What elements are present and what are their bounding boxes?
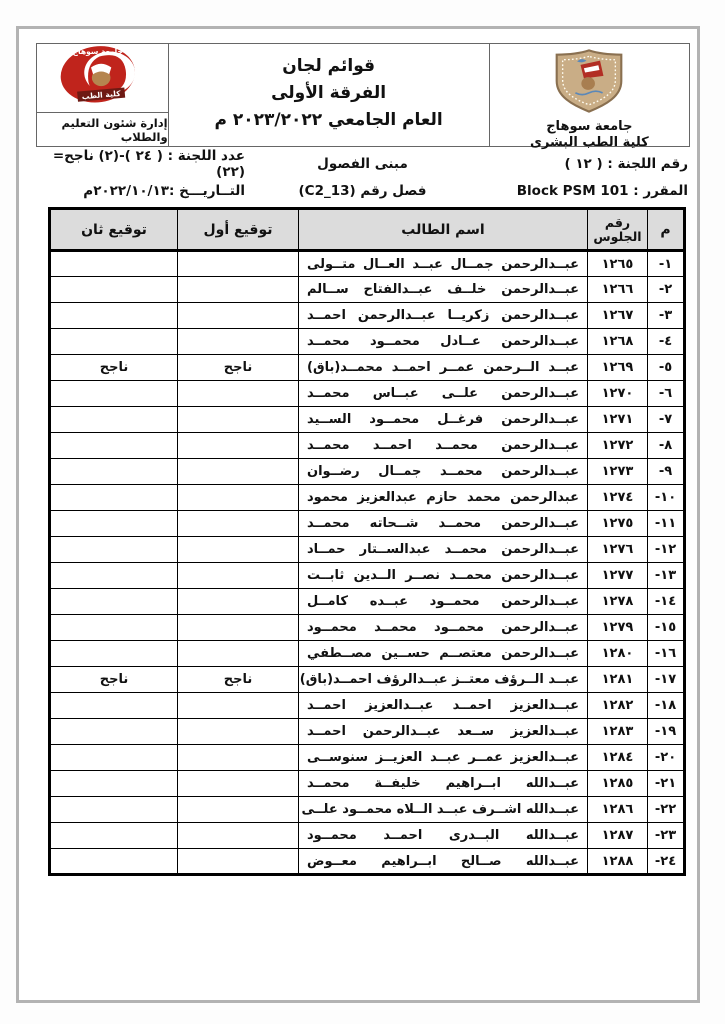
table-header-row — [50, 209, 685, 251]
committee-number: رقم اللجنة : ( ١٢ ) — [564, 155, 688, 172]
col-header-sign1: توقيع أول — [178, 209, 299, 251]
admin-department-label: إدارة شئون التعليم والطلاب — [61, 115, 168, 144]
doc-title-line2: الفرقة الأولى — [271, 83, 387, 103]
student-name: عبــدالله صــالح ابــراهيم معــوض — [299, 849, 588, 875]
second-signature: ناجح — [50, 355, 178, 381]
faculty-name: كلية الطب البشرى — [529, 135, 649, 150]
second-signature — [50, 797, 178, 823]
second-signature — [50, 771, 178, 797]
student-name: عبــدالرحمن جمــال عبــد العــال متــولى — [299, 251, 588, 277]
row-index: ١٩- — [648, 719, 685, 745]
row-index: ١٥- — [648, 615, 685, 641]
table-row — [50, 355, 685, 381]
student-name: عبــدالله البــدرى احمــد محمــود — [299, 823, 588, 849]
first-signature — [178, 537, 299, 563]
first-signature — [178, 485, 299, 511]
faculty-crescent-logo-box — [37, 44, 168, 113]
second-signature — [50, 745, 178, 771]
seat-number: ١٢٨٤ — [588, 745, 648, 771]
row-index: ٢٣- — [648, 823, 685, 849]
seat-number: ١٢٨٦ — [588, 797, 648, 823]
course-code: المقرر : Block PSM 101 — [516, 182, 688, 199]
first-signature — [178, 615, 299, 641]
student-name: عبــدالعزيز ســعد عبــدالرحمن احمــد — [299, 719, 588, 745]
medicine-crescent-logo-icon — [42, 43, 162, 113]
seat-number: ١٢٦٩ — [588, 355, 648, 381]
table-row — [50, 719, 685, 745]
table-row — [50, 849, 685, 875]
seat-number: ١٢٧٢ — [588, 433, 648, 459]
second-signature — [50, 693, 178, 719]
row-index: ١٣- — [648, 563, 685, 589]
first-signature — [178, 719, 299, 745]
university-header-cell — [489, 44, 689, 150]
row-index: ٢٠- — [648, 745, 685, 771]
seat-number: ١٢٧٣ — [588, 459, 648, 485]
student-name: عبــدالرحمن معتصــم حســين مصــطفي — [299, 641, 588, 667]
table-row — [50, 459, 685, 485]
seat-number: ١٢٦٨ — [588, 329, 648, 355]
col-header-sign2: توقيع ثان — [50, 209, 178, 251]
student-name: عبــدالرحمن فرغــل محمــود الســيد — [299, 407, 588, 433]
table-row — [50, 511, 685, 537]
second-signature — [50, 563, 178, 589]
student-name: عبــدالرحمن علــى عبــاس محمــد — [299, 381, 588, 407]
student-name: عبــدالرحمن محمــد احمــد محمــد — [299, 433, 588, 459]
student-name: عبــدالرحمن محمــد جمــال رضــوان — [299, 459, 588, 485]
seat-number: ١٢٦٦ — [588, 277, 648, 303]
seat-number: ١٢٨٠ — [588, 641, 648, 667]
student-name: عبــدالله ابــراهيم خليفــة محمــد — [299, 771, 588, 797]
second-signature: ناجح — [50, 667, 178, 693]
first-signature — [178, 745, 299, 771]
student-name: عبــدالرحمن خلــف عبــدالفتاح ســالم — [299, 277, 588, 303]
seat-number: ١٢٧١ — [588, 407, 648, 433]
first-signature: ناجح — [178, 667, 299, 693]
table-row — [50, 277, 685, 303]
table-row — [50, 589, 685, 615]
second-signature — [50, 537, 178, 563]
first-signature — [178, 641, 299, 667]
room-number: فصل رقم (C2_13) — [298, 182, 427, 199]
table-row — [50, 641, 685, 667]
student-name: عبــدالرحمن محمــود عبــده كامــل — [299, 589, 588, 615]
info-row-1 — [36, 147, 690, 180]
row-index: ١٨- — [648, 693, 685, 719]
first-signature — [178, 433, 299, 459]
document-header — [36, 43, 690, 150]
row-index: ٢٤- — [648, 849, 685, 875]
first-signature — [178, 277, 299, 303]
seat-number: ١٢٨٥ — [588, 771, 648, 797]
table-row — [50, 823, 685, 849]
first-signature — [178, 303, 299, 329]
row-index: ٩- — [648, 459, 685, 485]
student-name: عبــدالرحمن عــادل محمــود محمــد — [299, 329, 588, 355]
row-index: ٧- — [648, 407, 685, 433]
first-signature — [178, 589, 299, 615]
first-signature — [178, 849, 299, 875]
first-signature — [178, 511, 299, 537]
row-index: ٨- — [648, 433, 685, 459]
row-index: ١٧- — [648, 667, 685, 693]
first-signature — [178, 797, 299, 823]
row-index: ٥- — [648, 355, 685, 381]
table-row — [50, 303, 685, 329]
row-index: ١٢- — [648, 537, 685, 563]
first-signature: ناجح — [178, 355, 299, 381]
second-signature — [50, 641, 178, 667]
table-row — [50, 329, 685, 355]
student-name: عبــدالرحمن محمــود محمــد محمــود — [299, 615, 588, 641]
second-signature — [50, 277, 178, 303]
seat-number: ١٢٧٠ — [588, 381, 648, 407]
student-name: عبــدالرحمن محمــد شــحاته محمــد — [299, 511, 588, 537]
title-cell — [168, 44, 489, 146]
second-signature — [50, 849, 178, 875]
seat-number: ١٢٨٢ — [588, 693, 648, 719]
col-header-seat: رقم الجلوس — [588, 209, 648, 251]
row-index: ٤- — [648, 329, 685, 355]
seat-number: ١٢٧٤ — [588, 485, 648, 511]
exam-date: التــاريـــخ :٢٠٢٢/١٠/١٣م — [83, 182, 245, 199]
first-signature — [178, 563, 299, 589]
seat-number: ١٢٨٣ — [588, 719, 648, 745]
committee-roster-table — [48, 207, 686, 876]
col-header-index: م — [648, 209, 685, 251]
seat-number: ١٢٧٧ — [588, 563, 648, 589]
committee-info — [36, 147, 690, 204]
seat-number: ١٢٨١ — [588, 667, 648, 693]
row-index: ١- — [648, 251, 685, 277]
doc-title-line1: قوائم لجان — [282, 56, 375, 76]
admin-cell — [37, 44, 168, 146]
second-signature — [50, 251, 178, 277]
student-name: عبــدالله اشــرف عبــد الــلاه محمــود علــى — [299, 797, 588, 823]
row-index: ٢١- — [648, 771, 685, 797]
first-signature — [178, 251, 299, 277]
seat-number: ١٢٧٦ — [588, 537, 648, 563]
committee-count: عدد اللجنة : ( ٢٤ )-(٢) ناجح=(٢٢) — [52, 147, 245, 180]
student-name: عبــدالعزيز عمــر عبــد العزيــز سنوســى — [299, 745, 588, 771]
second-signature — [50, 615, 178, 641]
second-signature — [50, 511, 178, 537]
table-row — [50, 797, 685, 823]
table-row — [50, 537, 685, 563]
info-row-2 — [36, 177, 690, 204]
student-name: عبــد الــرؤف معتــز عبــدالرؤف احمــد(باق) — [299, 667, 588, 693]
seat-number: ١٢٨٧ — [588, 823, 648, 849]
table-row — [50, 485, 685, 511]
row-index: ٣- — [648, 303, 685, 329]
row-index: ١١- — [648, 511, 685, 537]
seat-number: ١٢٧٩ — [588, 615, 648, 641]
seat-number: ١٢٦٥ — [588, 251, 648, 277]
student-name: عبــدالعزيز احمــد عبــدالعزيز احمــد — [299, 693, 588, 719]
row-index: ٦- — [648, 381, 685, 407]
table-row — [50, 407, 685, 433]
doc-title-line3: العام الجامعي ٢٠٢٣/٢٠٢٢ م — [214, 110, 443, 130]
table-row — [50, 745, 685, 771]
first-signature — [178, 693, 299, 719]
table-row — [50, 771, 685, 797]
table-row — [50, 667, 685, 693]
first-signature — [178, 823, 299, 849]
second-signature — [50, 303, 178, 329]
building-name: مبنى الفصول — [317, 155, 408, 172]
student-name: عبــدالرحمن محمــد عبدالســتار حمــاد — [299, 537, 588, 563]
first-signature — [178, 381, 299, 407]
row-index: ١٦- — [648, 641, 685, 667]
seat-number: ١٢٦٧ — [588, 303, 648, 329]
seat-number: ١٢٧٥ — [588, 511, 648, 537]
seat-number: ١٢٧٨ — [588, 589, 648, 615]
student-name: عبــدالرحمن محمــد نصــر الــدين ثابــت — [299, 563, 588, 589]
row-index: ٢- — [648, 277, 685, 303]
first-signature — [178, 771, 299, 797]
col-header-name: اسم الطالب — [299, 209, 588, 251]
table-row — [50, 433, 685, 459]
second-signature — [50, 381, 178, 407]
table-row — [50, 251, 685, 277]
table-row — [50, 693, 685, 719]
seat-number: ١٢٨٨ — [588, 849, 648, 875]
svg-text:جامعة سوهاج: جامعة سوهاج — [72, 47, 124, 56]
second-signature — [50, 719, 178, 745]
student-name: عبــدالرحمن زكريــا عبــدالرحمن احمــد — [299, 303, 588, 329]
first-signature — [178, 459, 299, 485]
second-signature — [50, 589, 178, 615]
table-row — [50, 563, 685, 589]
university-shield-logo-icon — [546, 47, 632, 119]
second-signature — [50, 407, 178, 433]
second-signature — [50, 329, 178, 355]
second-signature — [50, 485, 178, 511]
second-signature — [50, 823, 178, 849]
university-name: جامعة سوهاج — [546, 119, 633, 134]
student-name: عبدالرحمن محمد حازم عبدالعزيز محمود — [299, 485, 588, 511]
table-row — [50, 381, 685, 407]
first-signature — [178, 407, 299, 433]
second-signature — [50, 433, 178, 459]
table-row — [50, 615, 685, 641]
svg-text:كلية الطب: كلية الطب — [81, 88, 122, 102]
first-signature — [178, 329, 299, 355]
second-signature — [50, 459, 178, 485]
student-name: عبــد الــرحمن عمــر احمــد محمــد(باق) — [299, 355, 588, 381]
row-index: ١٠- — [648, 485, 685, 511]
row-index: ١٤- — [648, 589, 685, 615]
row-index: ٢٢- — [648, 797, 685, 823]
